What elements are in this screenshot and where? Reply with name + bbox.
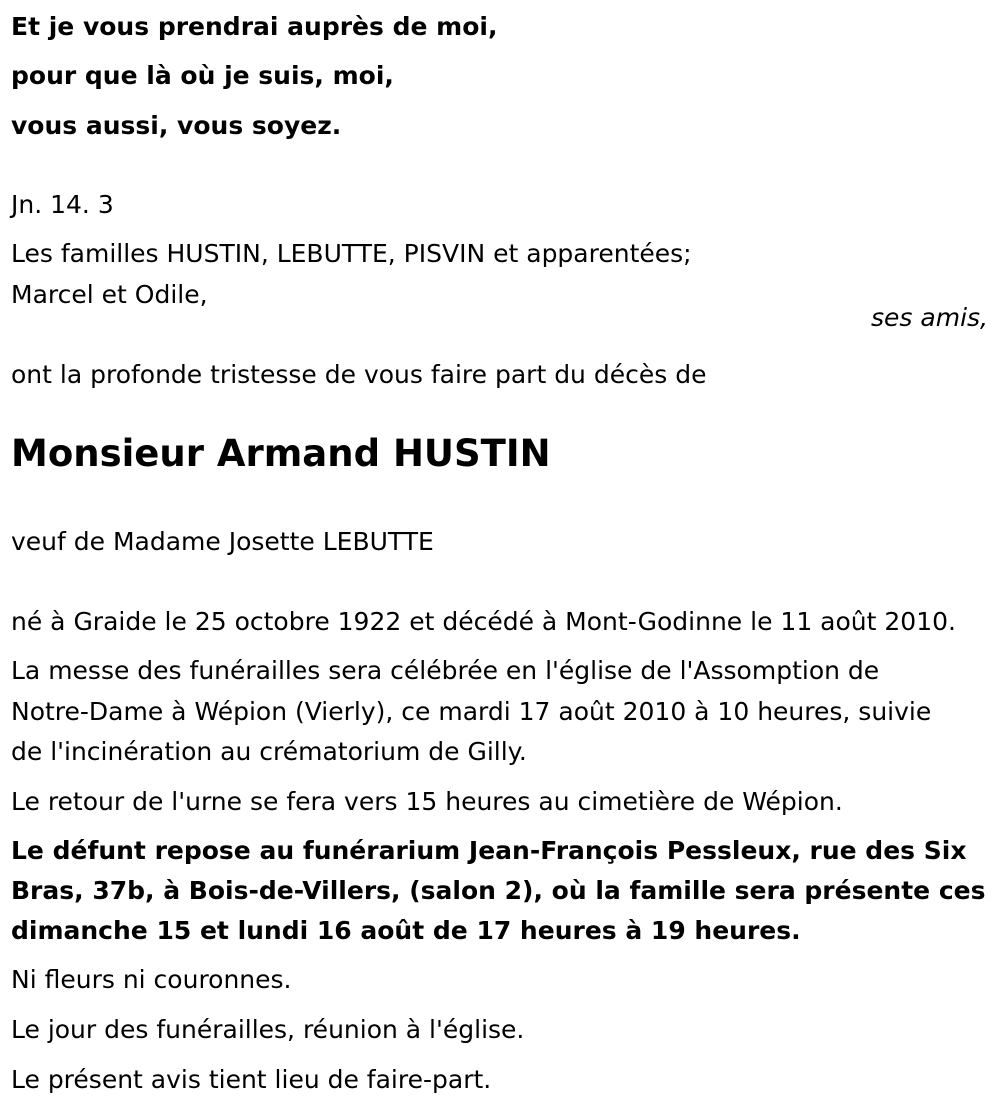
quote-line-3: vous aussi, vous soyez.: [11, 111, 342, 140]
rest-line-2: Bras, 37b, à Bois-de-Villers, (salon 2), où la famille sera présente ces: [11, 876, 986, 905]
mass-line-1: La messe des funérailles sera célébrée en l'église de l'Assomption de: [11, 656, 880, 685]
spouse-line: veuf de Madame Josette LEBUTTE: [11, 527, 434, 556]
birth-death-line: né à Graide le 25 octobre 1922 et décédé à Mont-Godinne le 11 août 2010.: [11, 607, 956, 636]
mass-line-2: Notre-Dame à Wépion (Vierly), ce mardi 17 août 2010 à 10 heures, suivie: [11, 697, 932, 726]
deceased-name: Monsieur Armand HUSTIN: [11, 432, 551, 475]
families-line: Les familles HUSTIN, LEBUTTE, PISVIN et apparentées;: [11, 239, 692, 268]
rest-line-3: dimanche 15 et lundi 16 août de 17 heures à 19 heures.: [11, 916, 801, 945]
rest-line-1: Le défunt repose au funérarium Jean-François Pessleux, rue des Six: [11, 836, 967, 865]
urn-return-line: Le retour de l'urne se fera vers 15 heures au cimetière de Wépion.: [11, 787, 843, 816]
quote-reference: Jn. 14. 3: [11, 190, 114, 219]
mass-line-3: de l'incinération au crématorium de Gilly.: [11, 737, 527, 766]
quote-line-2: pour que là où je suis, moi,: [11, 61, 394, 90]
friends-line: ses amis,: [871, 303, 988, 332]
no-flowers-line: Ni fleurs ni couronnes.: [11, 965, 292, 994]
meeting-line: Le jour des funérailles, réunion à l'église.: [11, 1015, 525, 1044]
notice-line: Le présent avis tient lieu de faire-part.: [11, 1065, 492, 1094]
quote-line-1: Et je vous prendrai auprès de moi,: [11, 12, 498, 41]
announcement-line: ont la profonde tristesse de vous faire part du décès de: [11, 360, 707, 389]
persons-line: Marcel et Odile,: [11, 280, 208, 309]
